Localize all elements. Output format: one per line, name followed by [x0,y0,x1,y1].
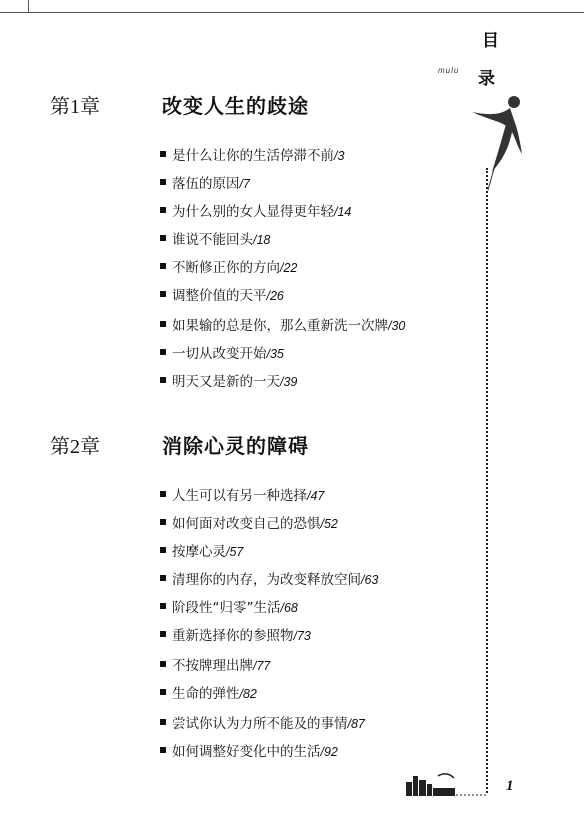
entry-page: /3 [334,149,345,163]
bullet-icon [160,661,166,667]
entry-page: /57 [226,545,244,559]
bullet-icon [160,519,166,525]
entry-title: 生命的弹性 [172,686,240,702]
toc-entry[interactable] [160,654,270,676]
entry-page: /77 [253,659,271,673]
chapter-title: 改变人生的歧途 [162,94,309,118]
entry-page: /22 [280,261,298,275]
entry-title: 如何调整好变化中的生活 [172,744,321,760]
bullet-icon [160,747,166,753]
bullet-icon [160,377,166,383]
entry-page: /92 [320,745,338,759]
entry-title: 按摩心灵 [172,544,226,560]
bullet-icon [160,349,166,355]
chapter-title: 消除心灵的障碍 [162,434,309,458]
toc-heading [432,26,532,96]
entry-title: 不按牌理出牌 [172,658,253,674]
toc-heading-char-1: 目 [482,31,499,51]
vertical-dotted-line [486,168,488,793]
entry-title: 人生可以有另一种选择 [172,488,307,504]
toc-entry[interactable] [160,740,338,762]
entry-title: 是什么让你的生活停滞不前 [172,148,334,164]
bullet-icon [160,207,166,213]
toc-entry[interactable] [160,256,297,278]
entry-page: /18 [253,233,271,247]
entry-page: /7 [239,177,250,191]
entry-title: 如何面对改变自己的恐惧 [172,516,321,532]
toc-entry[interactable] [160,596,298,618]
toc-entry[interactable] [160,284,284,306]
toc-entry[interactable] [160,712,365,734]
chapter-2-heading [0,430,584,464]
toc-heading-char-2: 录 [478,69,495,89]
bullet-icon [160,575,166,581]
bullet-icon [160,719,166,725]
bullet-icon [160,263,166,269]
toc-entry[interactable] [160,342,284,364]
toc-entry[interactable] [160,314,405,336]
bullet-icon [160,491,166,497]
chapter-number: 第1章 [50,96,100,118]
entry-title: 不断修正你的方向 [172,260,280,276]
entry-title: 谁说不能回头 [172,232,253,248]
entry-page: /39 [280,375,298,389]
bullet-icon [160,689,166,695]
bullet-icon [160,547,166,553]
entry-title: 落伍的原因 [172,176,240,192]
toc-entry[interactable] [160,540,243,562]
bullet-icon [160,151,166,157]
toc-entry[interactable] [160,228,270,250]
entry-title: 为什么别的女人显得更年轻 [172,204,334,220]
entry-title: 重新选择你的参照物 [172,628,294,644]
page-number: 1 [506,778,514,794]
toc-entry[interactable] [160,682,257,704]
bullet-icon [160,321,166,327]
entry-page: /14 [334,205,352,219]
entry-title: 如果输的总是你，那么重新洗一次牌 [172,318,388,334]
toc-entry[interactable] [160,512,338,534]
entry-page: /87 [347,717,365,731]
toc-entry[interactable] [160,484,324,506]
entry-page: /73 [293,629,311,643]
chapter-number: 第2章 [50,436,100,458]
entry-page: /63 [361,573,379,587]
entry-page: /52 [320,517,338,531]
entry-title: 调整价值的天平 [172,288,267,304]
entry-page: /35 [266,347,284,361]
toc-entry[interactable] [160,200,351,222]
toc-entry[interactable] [160,144,344,166]
entry-page: /82 [239,687,257,701]
toc-entry[interactable] [160,568,378,590]
header-notch [28,0,29,12]
entry-page: /68 [280,601,298,615]
bullet-icon [160,179,166,185]
entry-title: 尝试你认为力所不能及的事情 [172,716,348,732]
bullet-icon [160,631,166,637]
bullet-icon [160,235,166,241]
header-rule [0,0,584,13]
toc-heading-pinyin: mulu [438,66,460,75]
entry-title: 一切从改变开始 [172,346,267,362]
bullet-icon [160,291,166,297]
entry-title: 清理你的内存，为改变释放空间 [172,572,361,588]
chapter-1-heading [0,90,584,124]
entry-page: /47 [307,489,325,503]
entry-page: /30 [388,319,406,333]
toc-entry[interactable] [160,624,311,646]
entry-page: /26 [266,289,284,303]
toc-entry[interactable] [160,172,250,194]
toc-entry[interactable] [160,370,297,392]
entry-title: 明天又是新的一天 [172,374,280,390]
entry-title: 阶段性“归零”生活 [172,600,281,616]
bullet-icon [160,603,166,609]
city-skyline-illustration [398,762,488,802]
